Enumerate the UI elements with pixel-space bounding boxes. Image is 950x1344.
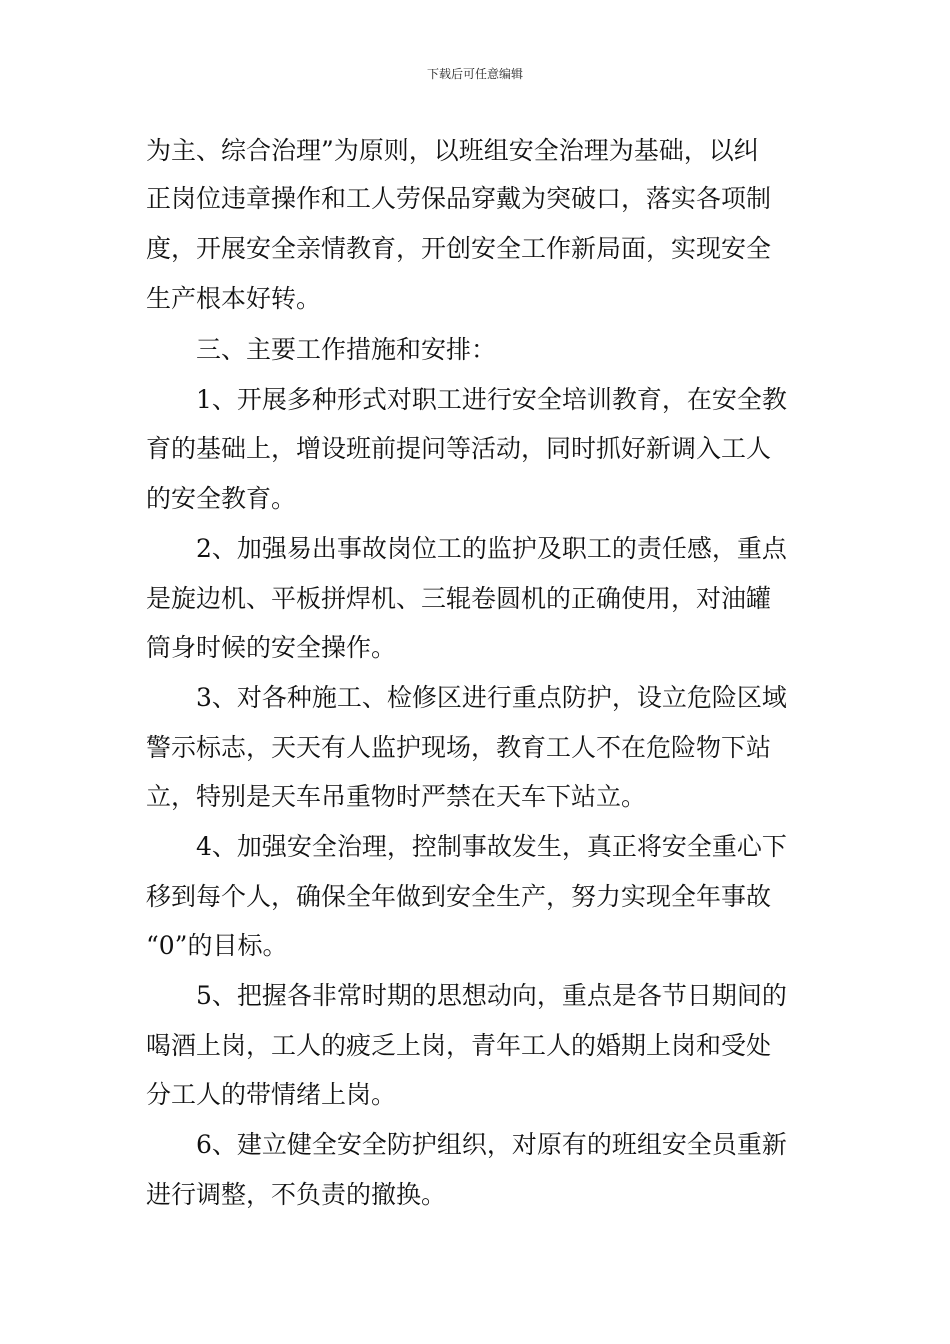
text-line: 警示标志，天天有人监护现场，教育工人不在危险物下站 xyxy=(146,733,772,762)
text-line: 3、对各种施工、检修区进行重点防护，设立危险区域 xyxy=(196,683,787,712)
text-line: 正岗位违章操作和工人劳保品穿戴为突破口，落实各项制 xyxy=(146,184,772,213)
page-header: 下载后可任意编辑 xyxy=(426,67,523,81)
text-line: 喝酒上岗，工人的疲乏上岗，青年工人的婚期上岗和受处 xyxy=(146,1031,772,1060)
text-line: 度，开展安全亲情教育，开创安全工作新局面，实现安全 xyxy=(146,234,772,263)
text-line: 分工人的带情绪上岗。 xyxy=(146,1080,397,1109)
text-line: 为主、综合治理”为原则，以班组安全治理为基础，以纠 xyxy=(146,136,759,165)
text-line: 育的基础上，增设班前提问等活动，同时抓好新调入工人 xyxy=(146,434,772,463)
text-line: 进行调整，不负责的撤换。 xyxy=(146,1180,447,1209)
text-line: 2、加强易出事故岗位工的监护及职工的责任感，重点 xyxy=(196,534,787,563)
text-line: 移到每个人，确保全年做到安全生产，努力实现全年事故 xyxy=(146,882,772,911)
text-line: 6、建立健全安全防护组织，对原有的班组安全员重新 xyxy=(196,1130,787,1159)
text-line: 5、把握各非常时期的思想动向，重点是各节日期间的 xyxy=(196,981,787,1010)
text-line: 1、开展多种形式对职工进行安全培训教育，在安全教 xyxy=(196,385,787,414)
text-line: 是旋边机、平板拼焊机、三辊卷圆机的正确使用，对油罐 xyxy=(146,584,772,613)
section-heading: 三、主要工作措施和安排： xyxy=(196,335,497,364)
text-line: “0”的目标。 xyxy=(146,931,288,960)
text-line: 4、加强安全治理，控制事故发生，真正将安全重心下 xyxy=(196,832,787,861)
text-line: 立，特别是天车吊重物时严禁在天车下站立。 xyxy=(146,782,647,811)
text-line: 筒身时候的安全操作。 xyxy=(146,633,397,662)
text-line: 的安全教育。 xyxy=(146,484,297,513)
text-line: 生产根本好转。 xyxy=(146,284,322,313)
